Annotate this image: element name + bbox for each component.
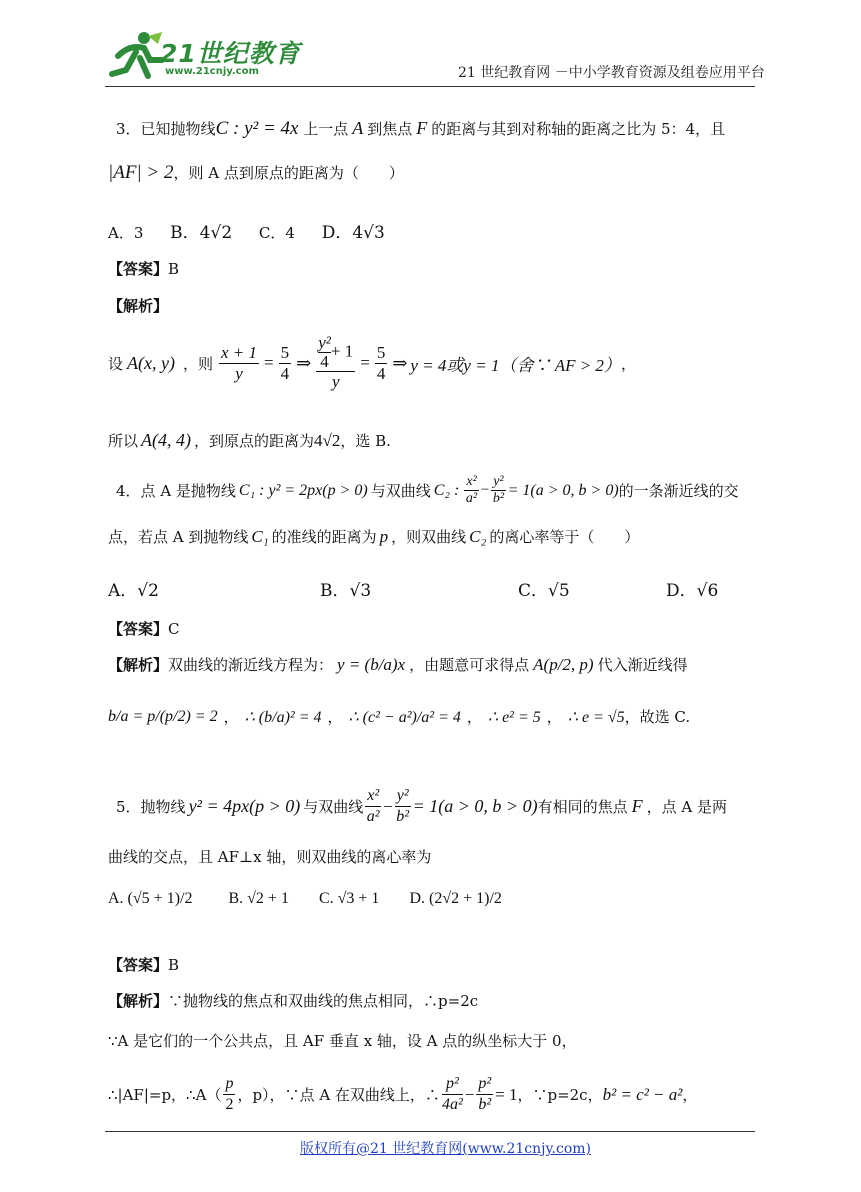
q3-stem-line2	[108, 162, 404, 184]
q5-sol-text: ∵抛物线的焦点和双曲线的焦点相同，∴p=2c	[168, 992, 479, 1010]
q3-af-condition: |AF| > 2	[108, 162, 174, 183]
q5-text: 抛物线	[140, 798, 186, 816]
site-tagline: 21 世纪教育网 －中小学教育资源及组卷应用平台	[458, 65, 765, 81]
runner-logo-icon	[104, 30, 164, 80]
q4-frac-y2b2	[491, 474, 505, 507]
q3-frac-2	[316, 334, 355, 392]
q4-step-1: b/a = p/(p/2) = 2	[108, 707, 218, 725]
q4-step-3: ∴ (c² − a²)/a² = 4	[348, 708, 461, 726]
q3-parabola-eq: C : y² = 4x	[215, 118, 299, 139]
q4-analysis-label: 【解析】	[108, 656, 169, 674]
inner-denominator: 4	[320, 352, 329, 371]
denominator: y	[331, 372, 340, 391]
numerator: x²	[466, 474, 477, 489]
footer-rule	[105, 1131, 755, 1132]
q5-answer	[108, 954, 179, 975]
q3-option-a: A．3	[108, 224, 144, 242]
q5-option-b: B. √2 + 1	[228, 890, 289, 907]
q5-hyperbola-cond: = 1(a > 0, b > 0)	[412, 796, 538, 816]
q5-sol-text: ，	[682, 1086, 698, 1104]
q3-solution-line1: 设 A(x, y) ，则 $\frac{x + 1}{y}$ = $\frac{5}{4}$ ⇒ $\frac{\text{y²}}{4}$ + 1 y = $\frac{5}{4}$ ⇒ y = 4或y = 1（舍∵ AF > 2） ，	[108, 333, 636, 391]
q5-option-a: A. (√5 + 1)/2	[108, 890, 193, 907]
q5-analysis-label: 【解析】	[108, 992, 169, 1010]
numerator: x + 1	[221, 342, 258, 362]
q5-frac-x2a2	[365, 786, 381, 827]
logo-url: www.21cnjy.com	[165, 66, 259, 77]
q3-sol-text: 所以	[108, 432, 139, 450]
answer-value: C	[168, 620, 180, 638]
answer-label: 【答案】	[108, 956, 169, 974]
q4-stem-line2	[108, 526, 639, 547]
q3-sol-text: 设	[108, 354, 124, 373]
q4-sol-text: ，故选 C.	[624, 708, 691, 726]
q5-options	[108, 890, 502, 908]
q4-text: ，则双曲线	[391, 528, 467, 546]
q5-frac-p2-b2: $\frac{\text{p²}}{\text{b²}}$	[478, 1075, 492, 1113]
answer-value: B	[168, 956, 180, 974]
q4-step-5: ∴ e = √5	[567, 708, 625, 726]
q4-p: p	[379, 527, 389, 546]
q4-hyperbola-cond: = 1(a > 0, b > 0)	[507, 481, 619, 499]
q3-text: 上一点	[303, 120, 349, 138]
q4-solution-line1	[108, 654, 688, 675]
denominator: y	[235, 363, 243, 383]
q4-number: 4．	[116, 482, 141, 500]
q5-option-c: C. √3 + 1	[318, 890, 380, 907]
q3-answer	[108, 258, 179, 279]
q4-option-a: A．√2	[108, 581, 159, 601]
q5-number: 5．	[116, 798, 141, 816]
q3-text: 已知抛物线	[140, 120, 216, 138]
q5-text: ，点 A 是两	[646, 798, 727, 816]
q3-sol-result: y = 4或y = 1（舍∵ AF > 2）	[410, 355, 621, 375]
denominator: 4	[376, 363, 386, 383]
q3-sol-text: ，则	[182, 354, 213, 373]
q4-asymptote: y = (b/a)x	[337, 654, 406, 674]
q4-text: 的一条渐近线的交	[618, 482, 739, 500]
inner-numerator: y²	[318, 333, 331, 352]
q5-sol-text: ∴|AF|=p，∴A（	[108, 1086, 222, 1104]
q5-option-d: D. (2√2 + 1)/2	[409, 890, 502, 907]
q3-option-b: B．4√2	[170, 223, 233, 243]
q4-text: 点 A 是抛物线	[140, 482, 236, 500]
plus-one: + 1	[330, 341, 354, 361]
q3-option-c: C．4	[258, 224, 295, 242]
q5-stem-line1: 5． 抛物线 y² = 4px(p > 0) 与双曲线 $\frac{\text{x²}}{\text{a²}}$ − $\frac{\text{y²}}{\text{b²}}$ = 1(a > 0, b > 0) 有相同的焦点 F ，点 A 是两	[116, 787, 727, 825]
header-rule	[105, 86, 755, 87]
q4-c1: C₁	[251, 527, 269, 546]
q3-frac-1	[219, 343, 259, 384]
q4-sol-text: ，由题意可求得点	[409, 656, 530, 674]
q4-step-2: ∴ (b/a)² = 4	[244, 708, 322, 726]
numerator: 5	[280, 342, 290, 362]
answer-label: 【答案】	[108, 620, 169, 638]
q3-point-a: A	[352, 118, 364, 138]
q4-solution-line2: b/a = p/(p/2) = 2 ， ∴ (b/a)² = 4 ， ∴ (c² − a²)/a² = 4 ， ∴ e² = 5 ， ∴ e = √5 ，故选 C.	[108, 707, 691, 726]
q3-solution-line2	[108, 430, 391, 451]
numerator: x²	[365, 786, 381, 807]
q4-text: 的准线的距离为	[271, 528, 377, 546]
q4-c2: C₂	[469, 527, 487, 546]
denominator: 4	[280, 363, 290, 383]
q4-point-a: A(p/2, p)	[533, 654, 594, 674]
q4-frac-x2a2	[464, 474, 478, 507]
q3-options	[108, 218, 385, 243]
q3-sol-text: ，	[620, 354, 636, 373]
q3-frac-54b	[375, 343, 388, 384]
q3-sol-distance: 4√2	[314, 431, 341, 450]
q4-hyperbola-label: C₂ :	[433, 481, 460, 499]
q3-focus-f: F	[416, 118, 428, 138]
numerator: 5	[376, 342, 386, 362]
q3-sol-text: ，到原点的距离为	[194, 432, 315, 450]
answer-value: B	[168, 260, 180, 278]
q5-frac-p2-4a2: $\frac{\text{p²}}{\text{4a²}}$	[441, 1075, 463, 1113]
q5-text: 有相同的焦点	[537, 798, 628, 816]
q4-option-b: B．√3	[320, 581, 372, 601]
q3-number: 3．	[116, 120, 141, 138]
q5-solution-line3: ∴|AF|=p，∴A（ $\frac{p}{2}$ ，p），∵点 A 在双曲线上，∴ $\frac{\text{p²}}{\text{4a²}}$ − $\frac{\text{p²}}{\text{b²}}$ = 1 ，∵p=2c， b² = c² − a² ，	[108, 1075, 698, 1113]
denominator: a²	[465, 491, 478, 506]
denominator: b²	[492, 491, 505, 506]
q3-sol-text: ，选 B.	[340, 432, 391, 450]
q5-sol-text: ，p），∵点 A 在双曲线上，∴	[237, 1086, 440, 1104]
q4-step-4: ∴ e² = 5	[487, 708, 541, 726]
q3-analysis-label: 【解析】	[108, 297, 169, 315]
answer-label: 【答案】	[108, 260, 169, 278]
q5-sol-text: ，∵p=2c，	[517, 1086, 603, 1104]
q3-text: 的距离与其到对称轴的距离之比为 5：4，且	[431, 120, 726, 138]
q5-stem-line2: 曲线的交点，且 AF⊥x 轴，则双曲线的离心率为	[108, 848, 432, 866]
q4-parabola-eq: C₁ : y² = 2px(p > 0)	[238, 481, 368, 499]
q5-b2-relation: b² = c² − a²	[602, 1084, 683, 1104]
q3-option-d: D．4√3	[321, 223, 385, 243]
numerator: y²	[395, 786, 411, 807]
q4-stem-line1: 4． 点 A 是抛物线 C₁ : y² = 2px(p > 0) 与双曲线 C₂ : $\frac{\text{x²}}{\text{a²}}$ − $\frac{\text{y²}}{\text{b²}}$ = 1(a > 0, b > 0) 的一条渐近线的交	[116, 474, 739, 506]
denominator: a²	[366, 808, 380, 825]
q4-text: 与双曲线	[370, 482, 431, 500]
q5-focus-f: F	[631, 796, 643, 816]
q4-option-c: C．√5	[518, 581, 570, 601]
q3-text: ，则 A 点到原点的距离为（ ）	[173, 164, 404, 182]
q4-sol-text: 双曲线的渐近线方程为：	[168, 656, 334, 674]
q5-solution-line2: ∵A 是它们的一个公共点，且 AF 垂直 x 轴，设 A 点的纵坐标大于 0，	[108, 1032, 577, 1050]
q4-option-d: D．√6	[666, 581, 719, 601]
q5-eq-one: = 1	[495, 1084, 518, 1104]
q5-frac-y2b2	[395, 786, 411, 827]
q5-frac-p2: $\frac{p}{2}$	[225, 1075, 234, 1113]
q5-text: 与双曲线	[303, 798, 364, 816]
logo-wordmark: 21世纪教育	[160, 39, 301, 68]
denominator: b²	[396, 808, 410, 825]
numerator: y²	[493, 474, 504, 489]
q4-text: 点，若点 A 到抛物线	[108, 528, 249, 546]
q4-answer	[108, 618, 180, 639]
q5-solution-line1	[108, 990, 478, 1011]
q5-parabola-eq: y² = 4px(p > 0)	[188, 796, 301, 816]
q3-text: 到焦点	[367, 120, 413, 138]
q3-sol-point: A(4, 4)	[141, 430, 191, 450]
q4-sol-text: 代入渐近线得	[597, 656, 688, 674]
footer-copyright-link[interactable]: 版权所有@21 世纪教育网(www.21cnjy.com)	[300, 1141, 591, 1157]
q4-text: 的离心率等于（ ）	[489, 528, 640, 546]
q3-sol-point: A(x, y)	[127, 352, 175, 373]
q3-stem-line1	[116, 118, 725, 140]
q3-frac-54	[279, 343, 292, 384]
